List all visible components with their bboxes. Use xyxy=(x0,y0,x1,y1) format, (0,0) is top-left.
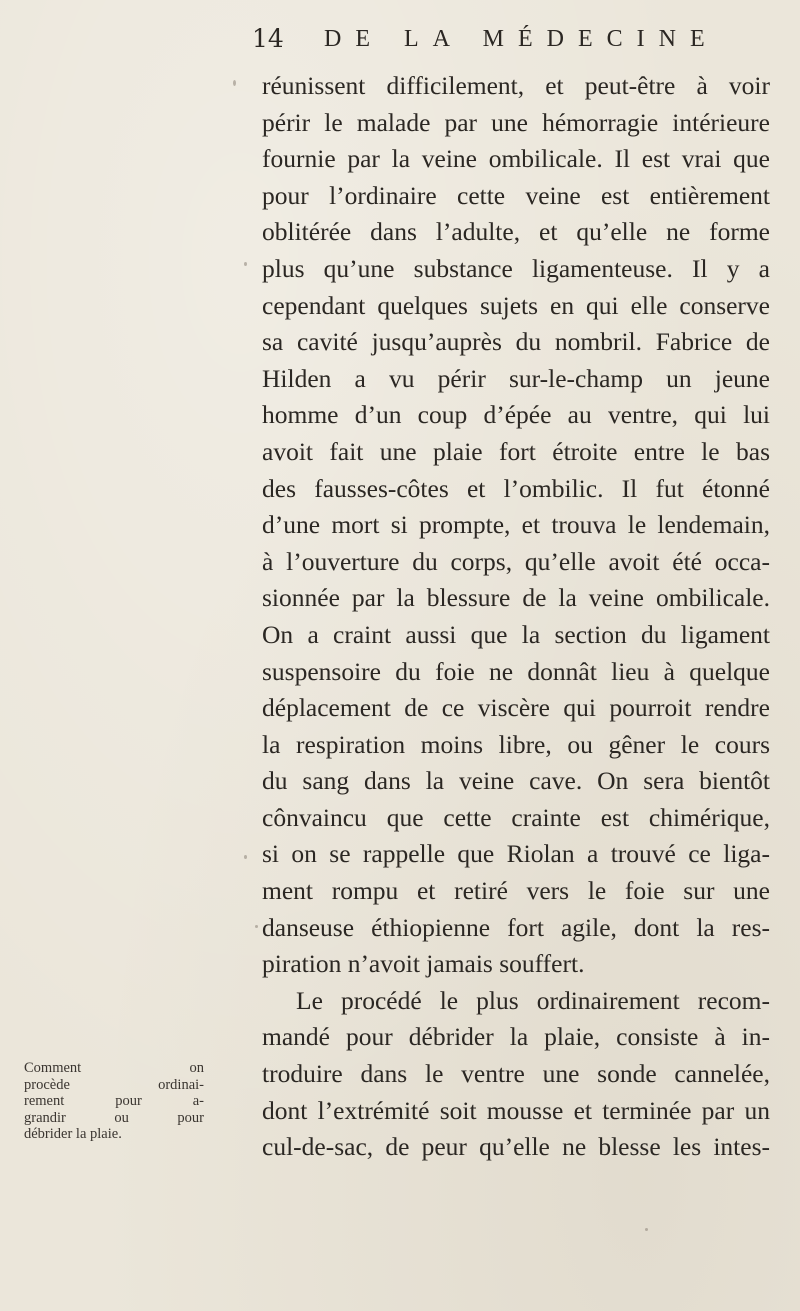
margin-note-line: Comment on xyxy=(24,1060,204,1076)
paper-speck xyxy=(244,262,247,266)
margin-note-line: débrider la plaie. xyxy=(24,1126,122,1142)
text-line: ment rompu et retiré vers le foie sur une xyxy=(262,876,770,906)
text-line: Hilden a vu périr sur-le-champ un jeune xyxy=(262,363,770,393)
text-line: avoit fait une plaie fort étroite entre le bas xyxy=(262,436,770,466)
paper-speck xyxy=(244,855,247,859)
text-line: fournie par la veine ombilicale. Il est vrai que xyxy=(262,144,770,174)
text-line: mandé pour débrider la plaie, consiste à in- xyxy=(262,1022,770,1052)
paper-speck xyxy=(233,80,236,86)
text-line: piration n’avoit jamais souffert. xyxy=(262,949,585,979)
page-header xyxy=(252,20,772,60)
paper-speck xyxy=(255,925,258,928)
running-title: DE LA MÉDECINE xyxy=(324,26,719,52)
text-line: la respiration moins libre, ou gêner le cours xyxy=(262,729,770,759)
text-line: pour l’ordinaire cette veine est entièrement xyxy=(262,180,770,210)
text-line: sa cavité jusqu’auprès du nombril. Fabrice de xyxy=(262,327,770,357)
text-line: périr le malade par une hémorragie intérieure xyxy=(262,107,770,137)
text-line: du sang dans la veine cave. On sera bientôt xyxy=(262,766,770,796)
text-line: cul-de-sac, de peur qu’elle ne blesse les intes- xyxy=(262,1132,770,1162)
text-line: cônvaincu que cette crainte est chimérique, xyxy=(262,802,770,832)
text-line: danseuse éthiopienne fort agile, dont la res- xyxy=(262,912,770,942)
text-line: On a craint aussi que la section du ligament xyxy=(262,619,770,649)
body-text xyxy=(262,68,770,1166)
text-line: déplacement de ce viscère qui pourroit rendre xyxy=(262,693,770,723)
margin-note-line: rement pour a- xyxy=(24,1093,204,1109)
margin-note-line: procède ordinai- xyxy=(24,1076,204,1093)
text-line: d’une mort si prompte, et trouva le lendemain, xyxy=(262,510,770,540)
text-line: cependant quelques sujets en qui elle conserve xyxy=(262,290,770,320)
text-line: plus qu’une substance ligamenteuse. Il y a xyxy=(262,253,770,283)
text-line: si on se rappelle que Riolan a trouvé ce liga- xyxy=(262,839,770,869)
margin-note xyxy=(24,1060,250,1143)
paper-speck xyxy=(645,1228,648,1231)
text-line: homme d’un coup d’épée au ventre, qui lui xyxy=(262,400,770,430)
text-line: des fausses-côtes et l’ombilic. Il fut étonné xyxy=(262,473,770,503)
text-line: réunissent difficilement, et peut-être à voir xyxy=(262,71,770,100)
margin-note-line: grandir ou pour xyxy=(24,1109,204,1126)
text-line: troduire dans le ventre une sonde cannelée, xyxy=(262,1059,770,1089)
page-number: 14 xyxy=(252,24,284,53)
text-line: sionnée par la blessure de la veine ombilicale. xyxy=(262,583,770,613)
paragraph-start-line: Le procédé le plus ordinairement recom- xyxy=(296,985,770,1015)
text-line: dont l’extrémité soit mousse et terminée par un xyxy=(262,1095,770,1125)
text-line: oblitérée dans l’adulte, et qu’elle ne forme xyxy=(262,217,770,247)
text-line: suspensoire du foie ne donnât lieu à quelque xyxy=(262,656,770,686)
text-line: à l’ouverture du corps, qu’elle avoit été occa- xyxy=(262,546,770,576)
